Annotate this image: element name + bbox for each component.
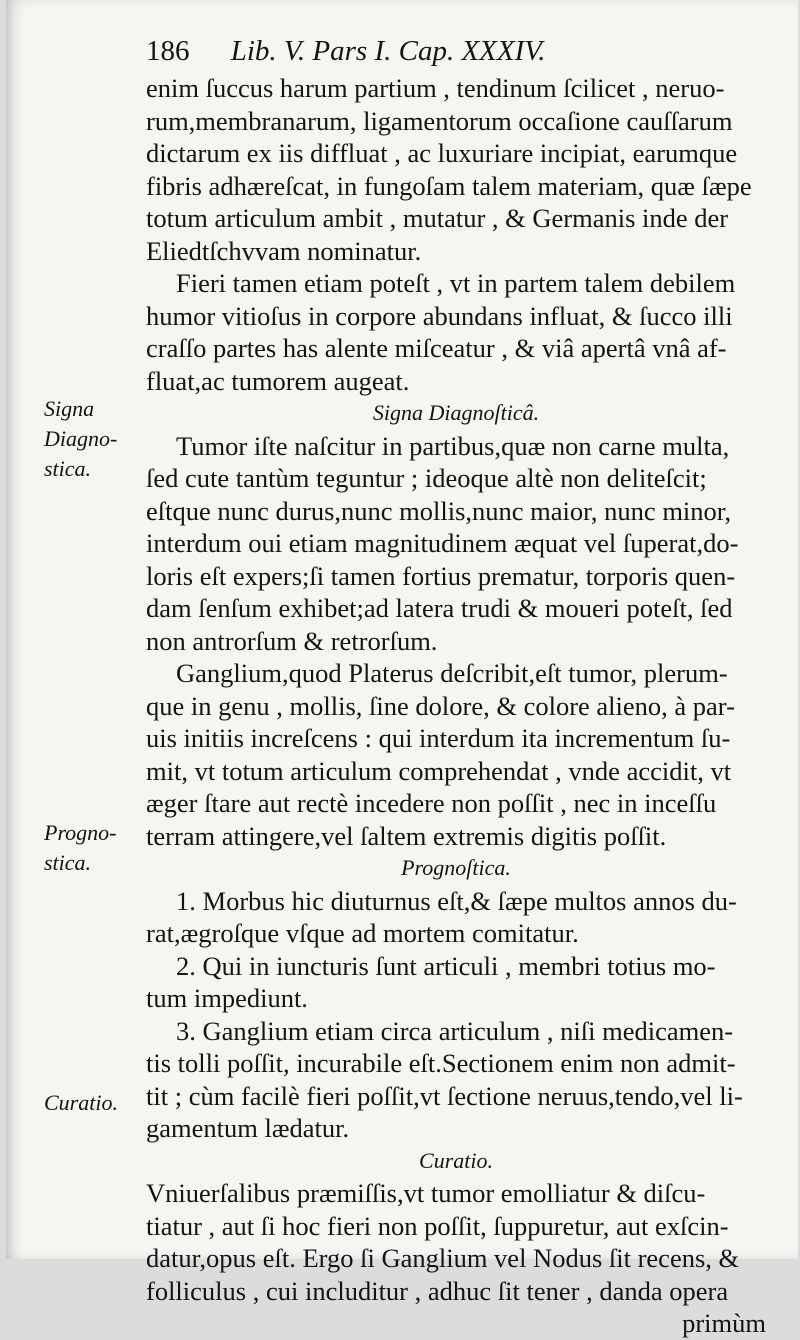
text-line: humor vitioſus in corpore abundans influat, & ſucco illi xyxy=(146,300,733,331)
text-line: Eliedtſchvvam nominatur. xyxy=(146,235,422,266)
text-line: folliculus , cui includitur , adhuc ſit tener , danda opera xyxy=(146,1275,729,1306)
margin-note-line: Curatio. xyxy=(44,1090,118,1115)
text-line: 3. Ganglium etiam circa articulum , niſi medicamen- xyxy=(176,1015,734,1046)
text-line: Ganglium,quod Platerus deſcribit,eſt tumor, plerum- xyxy=(176,658,728,688)
margin-note-line: stica. xyxy=(44,456,92,481)
text-line: Vniuerſalibus præmiſſis,vt tumor emolliatur & diſcu- xyxy=(146,1178,706,1208)
margin-note-curatio xyxy=(44,1088,139,1118)
text-line: interdum oui etiam magnitudinem æquat vel ſuperat,do- xyxy=(146,528,739,558)
text-line: rat,ægroſque vſque ad mortem comitatur. xyxy=(146,918,579,948)
text-line: tit ; cùm facilè fieri poſſit,vt ſectione neruus,tendo,vel li- xyxy=(146,1080,743,1111)
running-title: Lib. V. Pars I. Cap. XXXIV. xyxy=(230,35,546,67)
text-line: tum impediunt. xyxy=(146,983,308,1013)
text-line: uis initiis increſcens : qui interdum ita incrementum ſu- xyxy=(146,723,731,753)
text-line: dam ſenſum exhibet;ad latera trudi & moueri poteſt, ſed xyxy=(146,593,733,623)
page-number: 186 xyxy=(146,35,190,67)
text-line: fluat,ac tumorem augeat. xyxy=(146,365,410,396)
running-header xyxy=(146,34,706,68)
book-page xyxy=(6,0,798,1338)
text-line: terram attingere,vel ſaltem extremis digitis poſſit. xyxy=(146,820,667,851)
page-body-text xyxy=(146,72,766,1340)
text-line: ſed cute tantùm teguntur ; ideoque altè non deliteſcit; xyxy=(146,463,707,493)
catchword: primùm xyxy=(682,1308,766,1338)
margin-note-line: Progno- xyxy=(44,820,117,845)
section-heading: Signa Diagnoſticâ. xyxy=(372,400,540,425)
text-line: craſſo partes has alente miſceatur , & viâ apertâ vnâ af- xyxy=(146,333,727,363)
text-line: Tumor iſte naſcitur in partibus,quæ non carne multa, xyxy=(176,430,730,461)
text-line: non antrorſum & retrorſum. xyxy=(146,625,438,656)
text-line: que in genu , mollis, ſine dolore, & colore alieno, à par- xyxy=(146,690,735,721)
text-line: dictarum ex iis diffluat , ac luxuriare incipiat, earumque xyxy=(146,138,738,168)
margin-note-line: Signa xyxy=(44,396,95,421)
section-heading: Curatio. xyxy=(419,1147,493,1173)
text-line: rum,membranarum, ligamentorum occaſione cauſſarum xyxy=(146,105,733,136)
text-line: datur,opus eſt. Ergo ſi Ganglium vel Nodus ſit recens, & xyxy=(146,1243,740,1273)
text-line: mit, vt totum articulum comprehendat , vnde accidit, vt xyxy=(146,755,732,786)
text-line: eſtque nunc durus,nunc mollis,nunc maior, nunc minor, xyxy=(146,495,732,526)
text-line: gamentum lædatur. xyxy=(146,1113,350,1143)
text-line: 2. Qui in iuncturis ſunt articuli , membri totius mo- xyxy=(176,950,716,981)
section-heading: Prognoſtica. xyxy=(401,855,511,880)
text-line: loris eſt expers;ſi tamen fortius prematur, torporis quen- xyxy=(146,560,736,591)
text-line: totum articulum ambit , mutatur , & Germanis inde der xyxy=(146,203,729,233)
text-line: Fieri tamen etiam poteſt , vt in partem talem debilem xyxy=(176,268,736,298)
margin-note-signa xyxy=(44,394,139,484)
text-line: tis tolli poſſit, incurabile eſt.Sectionem enim non admit- xyxy=(146,1048,736,1078)
text-line: 1. Morbus hic diuturnus eſt,& ſæpe multos annos du- xyxy=(176,885,737,916)
text-line: enim ſuccus harum partium , tendinum ſcilicet , neruo- xyxy=(146,73,725,103)
margin-note-line: stica. xyxy=(44,850,92,875)
text-line: æger ſtare aut rectè incedere non poſſit , nec in inceſſu xyxy=(146,788,717,818)
text-line: fibris adhæreſcat, in fungoſam talem materiam, quæ ſæpe xyxy=(146,170,752,201)
margin-note-prognostica xyxy=(44,818,139,878)
margin-note-line: Diagno- xyxy=(44,426,118,451)
text-line: tiatur , aut ſi hoc fieri non poſſit, ſuppuretur, aut exſcin- xyxy=(146,1210,729,1241)
